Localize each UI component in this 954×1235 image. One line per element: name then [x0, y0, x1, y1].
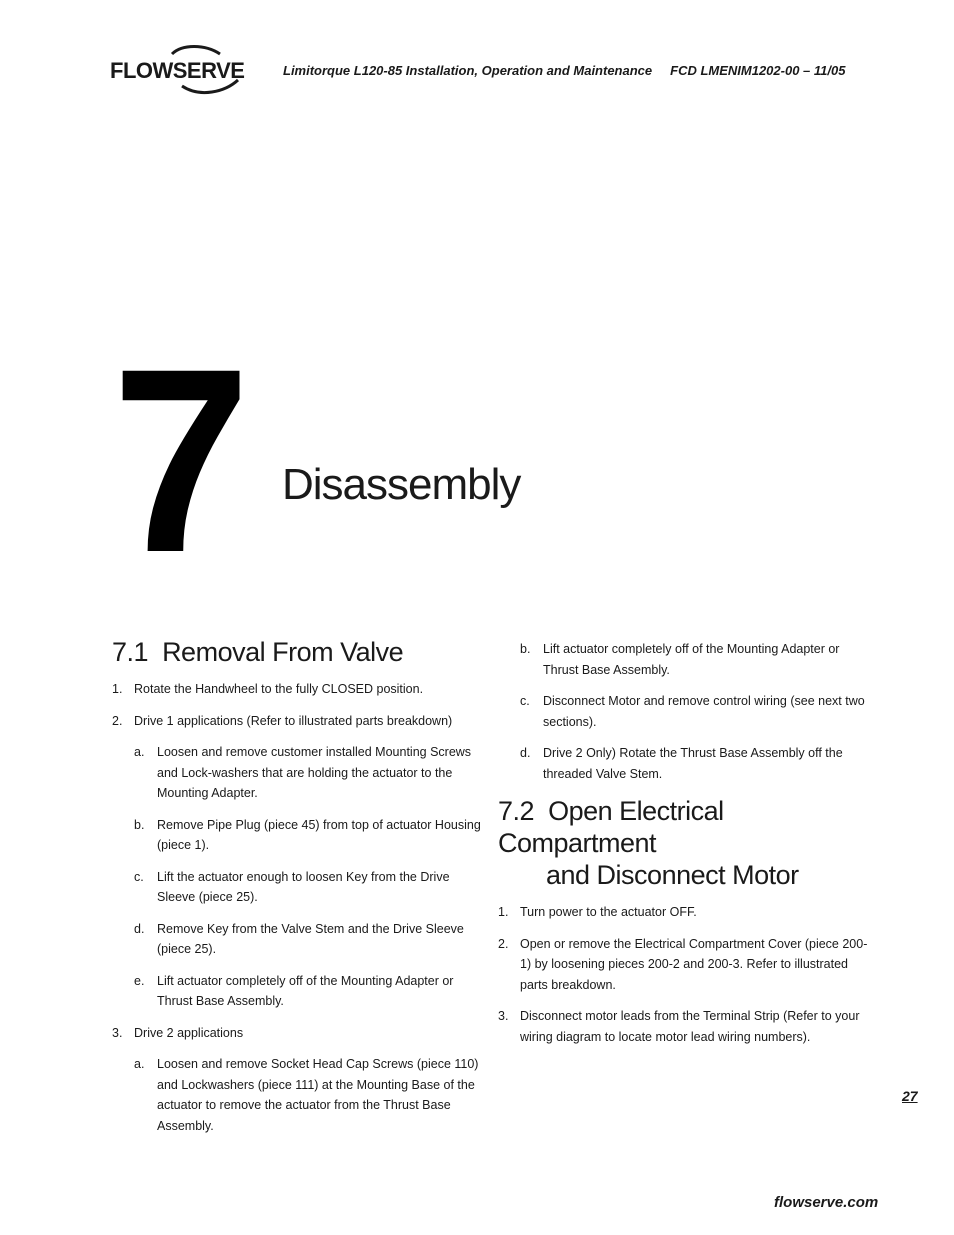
- list-item: [112, 711, 487, 732]
- list-item-text: Disconnect motor leads from the Terminal Strip (Refer to your wiring diagram to locate motor lead wiring numbers).: [520, 1009, 860, 1044]
- list-marker: 3.: [112, 1025, 123, 1040]
- sub-list-marker: a.: [134, 745, 145, 759]
- section-title-part: Open Electrical Compartment: [498, 796, 724, 858]
- page-number: 27: [902, 1088, 918, 1104]
- flowserve-logo: [110, 42, 250, 98]
- sub-list-marker: c.: [520, 694, 530, 708]
- sub-list-marker: b.: [134, 817, 145, 832]
- list-marker: 2.: [112, 713, 123, 728]
- document-title: Limitorque L120-85 Installation, Operation and Maintenance: [283, 63, 653, 78]
- sub-list-marker: b.: [520, 642, 531, 656]
- list-item-text: Open or remove the Electrical Compartment Cover (piece 200-1) by loosening pieces 200-2 and 200-3. Refer to illustrated parts breakdown.: [520, 936, 868, 992]
- footer-website: flowserve.com: [774, 1194, 879, 1211]
- sub-list-item: [498, 639, 878, 680]
- sub-list-item: [498, 691, 878, 732]
- sub-list-item-text: Lift actuator completely off of the Mounting Adapter or Thrust Base Assembly.: [157, 973, 454, 1008]
- sub-list-item-text: Loosen and remove Socket Head Cap Screws (piece 110) and Lockwashers (piece 111) at the Mounting Base of the actuator to remove the actuator from the Thrust Base Assembly.: [157, 1057, 479, 1133]
- sub-list-item-text: Loosen and remove customer installed Mounting Screws and Lock-washers that are holding the actuator to the Mounting Adapter.: [157, 745, 472, 800]
- sub-list-item: [112, 815, 487, 856]
- sub-list-marker: d.: [520, 746, 531, 760]
- sub-list-item-text: Disconnect Motor and remove control wiring (see next two sections).: [543, 694, 865, 729]
- logo-text: FLOWSERVE: [110, 58, 245, 83]
- left-column: [112, 636, 487, 1136]
- list-item: [498, 1006, 878, 1047]
- list-marker: 1.: [112, 682, 123, 696]
- section-title: Removal From Valve: [162, 637, 404, 667]
- sub-list-item-text: Lift actuator completely off of the Mounting Adapter or Thrust Base Assembly.: [543, 642, 840, 677]
- section-heading-7-1: [112, 636, 487, 668]
- document-code: FCD LMENIM1202-00 – 11/05: [670, 63, 846, 78]
- list-marker: 2.: [498, 936, 509, 951]
- sub-list-marker: c.: [134, 869, 144, 884]
- sub-list-marker: a.: [134, 1057, 145, 1071]
- list-item-text: Drive 1 applications (Refer to illustrated parts breakdown): [134, 713, 453, 728]
- sub-list-item: [112, 971, 487, 1012]
- section-number: 7.1: [112, 637, 149, 667]
- list-item-text: Turn power to the actuator OFF.: [520, 905, 697, 919]
- sub-list-item-text: Remove Key from the Valve Stem and the Drive Sleeve (piece 25).: [157, 921, 464, 956]
- list-item-text: Drive 2 applications: [134, 1025, 244, 1040]
- sub-list-item-text: Drive 2 Only) Rotate the Thrust Base Assembly off the threaded Valve Stem.: [543, 746, 843, 781]
- sub-list-item: [112, 1054, 487, 1136]
- sub-list-item: [112, 919, 487, 960]
- section-title-part: and Disconnect Motor: [546, 860, 799, 890]
- sub-list-marker: d.: [134, 921, 145, 936]
- list-item-text: Rotate the Handwheel to the fully CLOSED position.: [134, 682, 424, 696]
- list-item: [112, 1023, 487, 1044]
- sub-list-item: [112, 867, 487, 908]
- list-marker: 3.: [498, 1009, 509, 1023]
- sub-list-item: [498, 743, 878, 784]
- sub-list-marker: e.: [134, 973, 145, 988]
- list-item: [112, 679, 487, 700]
- sub-list-item-text: Lift the actuator enough to loosen Key from the Drive Sleeve (piece 25).: [157, 869, 450, 904]
- section-number: 7.2: [498, 796, 535, 826]
- chapter-title: Disassembly: [282, 460, 521, 509]
- list-marker: 1.: [498, 905, 509, 919]
- list-item: [498, 902, 878, 923]
- section-heading-7-2: [498, 795, 878, 891]
- sub-list-item: [112, 742, 487, 804]
- section-title-line: [498, 795, 878, 859]
- sub-list-item-text: Remove Pipe Plug (piece 45) from top of actuator Housing (piece 1).: [157, 817, 481, 852]
- list-item: [498, 934, 878, 996]
- right-column: [498, 639, 878, 1047]
- running-header: [283, 63, 845, 78]
- chapter-number: 7: [112, 314, 243, 607]
